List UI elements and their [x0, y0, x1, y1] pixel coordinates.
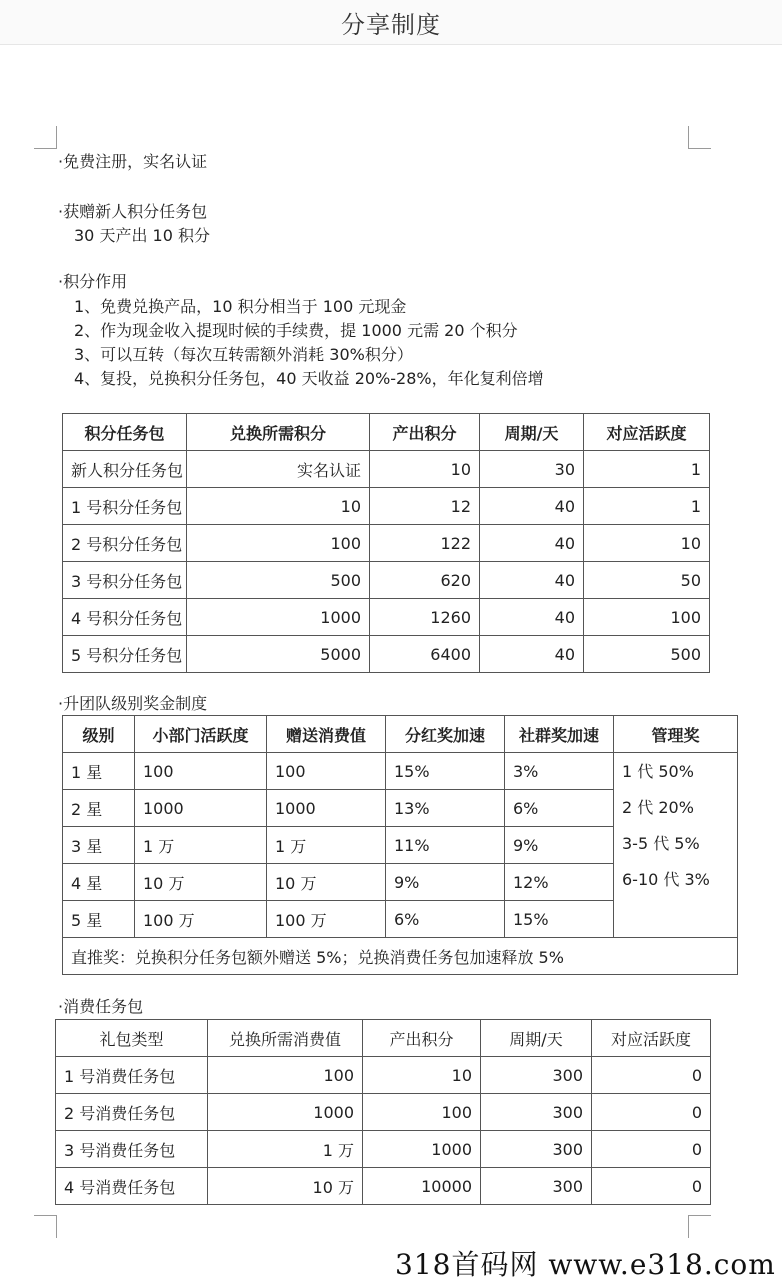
section-register: ·免费注册，实名认证 — [58, 152, 208, 171]
table-cell: 300 — [481, 1168, 592, 1205]
section-consume-title: ·消费任务包 — [58, 997, 144, 1016]
table-cell: 10 — [363, 1057, 481, 1094]
table-cell: 500 — [584, 636, 710, 673]
table-cell: 10 — [584, 525, 710, 562]
section-newbie-desc: 30 天产出 10 积分 — [74, 226, 210, 245]
management-bonus-cell — [614, 753, 738, 938]
column-header: 小部门活跃度 — [135, 716, 267, 753]
column-header: 周期/天 — [481, 1020, 592, 1057]
table-cell: 1 号消费任务包 — [56, 1057, 208, 1094]
table-row — [63, 599, 710, 636]
direct-referral-bonus: 直推奖：兑换积分任务包额外赠送 5%；兑换消费任务包加速释放 5% — [63, 938, 738, 975]
table-cell: 30 — [480, 451, 584, 488]
table-cell: 10 — [187, 488, 370, 525]
table-cell: 15% — [505, 901, 614, 938]
table-cell: 1 万 — [267, 827, 386, 864]
table-cell: 实名认证 — [187, 451, 370, 488]
table-cell: 2 号消费任务包 — [56, 1094, 208, 1131]
table-cell: 1000 — [363, 1131, 481, 1168]
column-header: 兑换所需消费值 — [208, 1020, 363, 1057]
column-header: 级别 — [63, 716, 135, 753]
section-points-title: ·积分作用 — [58, 272, 128, 291]
management-bonus-item: 3-5 代 5% — [622, 834, 700, 853]
table-cell: 2 星 — [63, 790, 135, 827]
management-bonus-item: 6-10 代 3% — [622, 870, 710, 889]
points-item: 3、可以互转（每次互转需额外消耗 30%积分） — [74, 345, 413, 364]
table-header-row — [63, 716, 738, 753]
table-cell: 300 — [481, 1094, 592, 1131]
crop-mark-bottom-right — [688, 1215, 711, 1238]
table-cell: 6% — [386, 901, 505, 938]
table-cell: 1 万 — [135, 827, 267, 864]
section-newbie-title: ·获赠新人积分任务包 — [58, 202, 208, 221]
document-title: 分享制度 — [341, 10, 441, 39]
table-row — [63, 753, 738, 790]
table-cell: 5 号积分任务包 — [63, 636, 187, 673]
table-cell: 10 万 — [135, 864, 267, 901]
table-cell: 1000 — [187, 599, 370, 636]
table-cell: 3 星 — [63, 827, 135, 864]
column-header: 产出积分 — [370, 414, 480, 451]
table-cell: 0 — [592, 1131, 711, 1168]
column-header: 积分任务包 — [63, 414, 187, 451]
table-cell: 1000 — [208, 1094, 363, 1131]
table-header-row — [56, 1020, 711, 1057]
table-cell: 13% — [386, 790, 505, 827]
table-cell: 3 号消费任务包 — [56, 1131, 208, 1168]
table-cell: 5000 — [187, 636, 370, 673]
table-cell: 50 — [584, 562, 710, 599]
table-cell: 100 — [187, 525, 370, 562]
table-cell: 15% — [386, 753, 505, 790]
table-row — [56, 1131, 711, 1168]
table-header-row — [63, 414, 710, 451]
table-cell: 1 — [584, 451, 710, 488]
watermark-text: 318首码网 www.e318.com — [395, 1248, 776, 1281]
table-cell: 40 — [480, 599, 584, 636]
table-cell: 0 — [592, 1168, 711, 1205]
column-header: 对应活跃度 — [584, 414, 710, 451]
table-cell: 1 号积分任务包 — [63, 488, 187, 525]
table-cell: 500 — [187, 562, 370, 599]
table-cell: 4 号积分任务包 — [63, 599, 187, 636]
table-cell: 11% — [386, 827, 505, 864]
table-cell: 12% — [505, 864, 614, 901]
management-bonus-item: 2 代 20% — [622, 798, 694, 817]
management-bonus-item: 1 代 50% — [622, 762, 694, 781]
table-footer-row — [63, 938, 738, 975]
points-item: 1、免费兑换产品，10 积分相当于 100 元现金 — [74, 297, 407, 316]
table-cell: 100 — [135, 753, 267, 790]
crop-mark-bottom-left — [34, 1215, 57, 1238]
points-item: 2、作为现金收入提现时候的手续费，提 1000 元需 20 个积分 — [74, 321, 518, 340]
table-cell: 300 — [481, 1057, 592, 1094]
table-cell: 6400 — [370, 636, 480, 673]
table-cell: 1 — [584, 488, 710, 525]
table-cell: 1000 — [267, 790, 386, 827]
points-package-table — [62, 413, 710, 673]
column-header: 礼包类型 — [56, 1020, 208, 1057]
table-row — [63, 451, 710, 488]
document-header — [0, 0, 782, 45]
table-cell: 5 星 — [63, 901, 135, 938]
table-cell: 300 — [481, 1131, 592, 1168]
table-cell: 100 — [363, 1094, 481, 1131]
table-cell: 新人积分任务包 — [63, 451, 187, 488]
team-bonus-table — [62, 715, 738, 975]
column-header: 管理奖 — [614, 716, 738, 753]
column-header: 对应活跃度 — [592, 1020, 711, 1057]
table-cell: 1 万 — [208, 1131, 363, 1168]
table-cell: 620 — [370, 562, 480, 599]
table-cell: 100 — [267, 753, 386, 790]
crop-mark-top-right — [688, 126, 711, 149]
table-cell: 1260 — [370, 599, 480, 636]
column-header: 产出积分 — [363, 1020, 481, 1057]
table-row — [63, 488, 710, 525]
points-item: 4、复投，兑换积分任务包，40 天收益 20%-28%，年化复利倍增 — [74, 369, 544, 388]
table-row — [56, 1168, 711, 1205]
table-cell: 3% — [505, 753, 614, 790]
table-row — [63, 636, 710, 673]
column-header: 兑换所需积分 — [187, 414, 370, 451]
table-cell: 4 星 — [63, 864, 135, 901]
table-cell: 0 — [592, 1057, 711, 1094]
table-cell: 100 万 — [267, 901, 386, 938]
table-row — [56, 1094, 711, 1131]
table-cell: 100 万 — [135, 901, 267, 938]
table-cell: 40 — [480, 525, 584, 562]
table-cell: 10000 — [363, 1168, 481, 1205]
table-cell: 1 星 — [63, 753, 135, 790]
column-header: 赠送消费值 — [267, 716, 386, 753]
column-header: 社群奖加速 — [505, 716, 614, 753]
table-cell: 9% — [505, 827, 614, 864]
table-cell: 6% — [505, 790, 614, 827]
consume-package-table — [55, 1019, 711, 1205]
table-cell: 40 — [480, 636, 584, 673]
table-cell: 100 — [208, 1057, 363, 1094]
table-cell: 4 号消费任务包 — [56, 1168, 208, 1205]
table-cell: 100 — [584, 599, 710, 636]
table-cell: 122 — [370, 525, 480, 562]
table-cell: 1000 — [135, 790, 267, 827]
table-cell: 40 — [480, 562, 584, 599]
column-header: 分红奖加速 — [386, 716, 505, 753]
table-cell: 3 号积分任务包 — [63, 562, 187, 599]
table-cell: 10 万 — [267, 864, 386, 901]
table-row — [63, 562, 710, 599]
table-row — [63, 525, 710, 562]
table-cell: 0 — [592, 1094, 711, 1131]
crop-mark-top-left — [34, 126, 57, 149]
table-cell: 2 号积分任务包 — [63, 525, 187, 562]
table-cell: 10 — [370, 451, 480, 488]
table-cell: 9% — [386, 864, 505, 901]
table-cell: 40 — [480, 488, 584, 525]
table-cell: 10 万 — [208, 1168, 363, 1205]
column-header: 周期/天 — [480, 414, 584, 451]
section-team-title: ·升团队级别奖金制度 — [58, 694, 208, 713]
table-cell: 12 — [370, 488, 480, 525]
table-row — [56, 1057, 711, 1094]
